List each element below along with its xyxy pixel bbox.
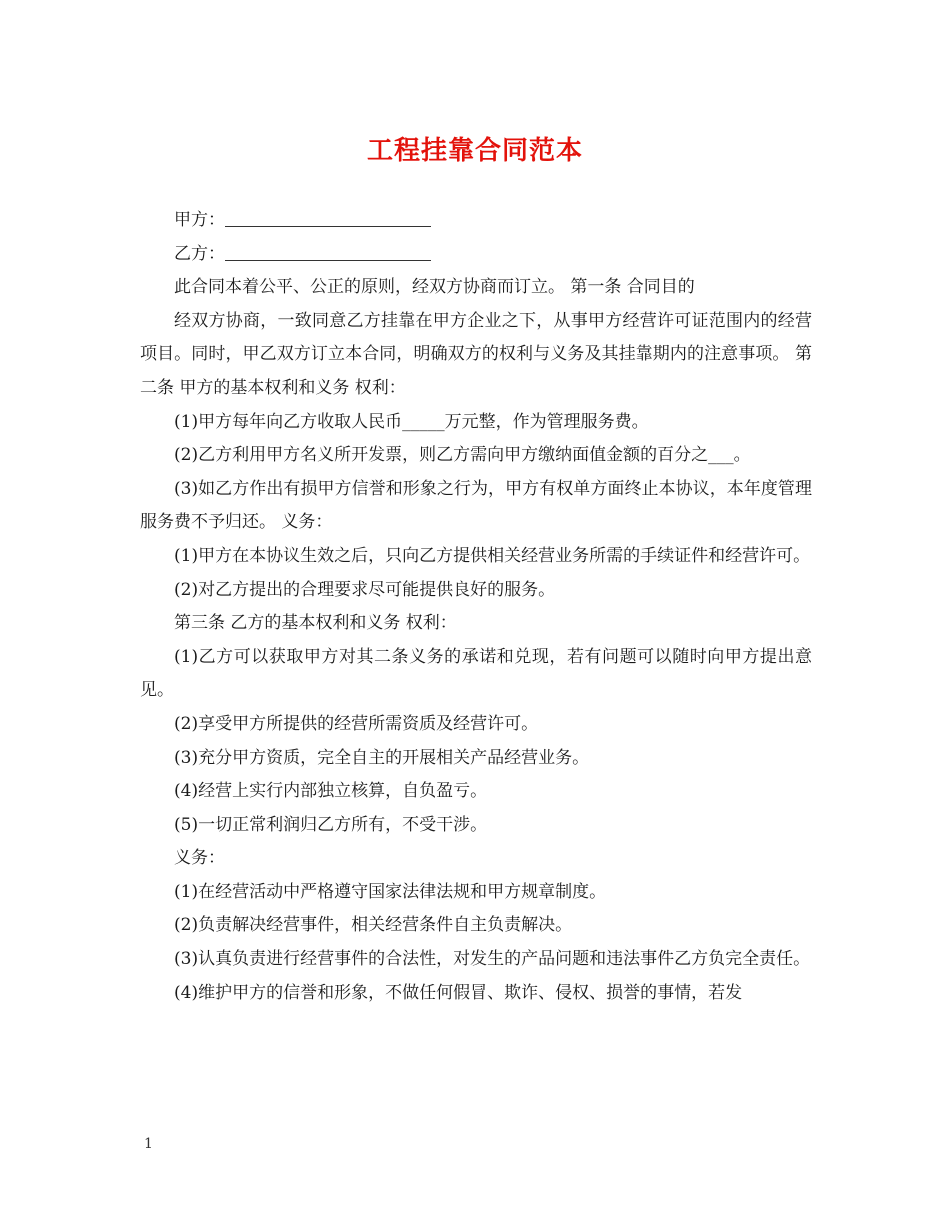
paragraph: (3)如乙方作出有损甲方信誉和形象之行为，甲方有权单方面终止本协议，本年度管理服务费不予归还。 义务：: [140, 478, 812, 533]
paragraph: (1)乙方可以获取甲方对其二条义务的承诺和兑现，若有问题可以随时向甲方提出意见。: [140, 646, 812, 701]
paragraph: (3)充分甲方资质，完全自主的开展相关产品经营业务。: [174, 747, 590, 768]
paragraph: (3)认真负责进行经营事件的合法性，对发生的产品问题和违法事件乙方负完全责任。: [174, 949, 811, 970]
paragraph: (1)甲方每年向乙方收取人民币_____万元整，作为管理服务费。: [174, 411, 649, 432]
paragraph: (1)甲方在本协议生效之后，只向乙方提供相关经营业务所需的手续证件和经营许可。: [174, 545, 811, 566]
party-a-blank: [225, 208, 431, 227]
paragraph: (2)负责解决经营事件，相关经营条件自主负责解决。: [174, 915, 573, 936]
party-a-label: 甲方：: [174, 210, 225, 230]
party-a-line: [140, 204, 812, 238]
document-title: 工程挂靠合同范本: [366, 136, 583, 166]
paragraph: (2)享受甲方所提供的经营所需资质及经营许可。: [174, 713, 539, 734]
document-body: [140, 204, 812, 1010]
paragraph: 经双方协商，一致同意乙方挂靠在甲方企业之下，从事甲方经营许可证范围内的经营项目。同时，甲乙双方订立本合同，明确双方的权利与义务及其挂靠期内的注意事项。 第二条 甲方的基本权利和义务 权利：: [140, 310, 812, 398]
subheading: 义务：: [174, 848, 225, 869]
section-heading: 第三条 乙方的基本权利和义务 权利：: [174, 613, 457, 634]
paragraph: 此合同本着公平、公正的原则，经双方协商而订立。 第一条 合同目的: [174, 277, 695, 298]
paragraph: (4)维护甲方的信誉和形象，不做任何假冒、欺诈、侵权、损誉的事情，若发: [174, 982, 743, 1003]
paragraph: (2)对乙方提出的合理要求尽可能提供良好的服务。: [174, 579, 556, 600]
page-number: 1: [144, 1136, 153, 1152]
party-b-label: 乙方：: [174, 243, 225, 264]
party-b-blank: [225, 242, 431, 261]
paragraph: (4)经营上实行内部独立核算，自负盈亏。: [174, 781, 488, 802]
party-b-line: [140, 238, 812, 272]
paragraph: (1)在经营活动中严格遵守国家法律法规和甲方规章制度。: [174, 881, 607, 902]
paragraph: (5)一切正常利润归乙方所有，不受干涉。: [174, 814, 488, 835]
paragraph: (2)乙方利用甲方名义所开发票，则乙方需向甲方缴纳面值金额的百分之___。: [174, 445, 751, 466]
